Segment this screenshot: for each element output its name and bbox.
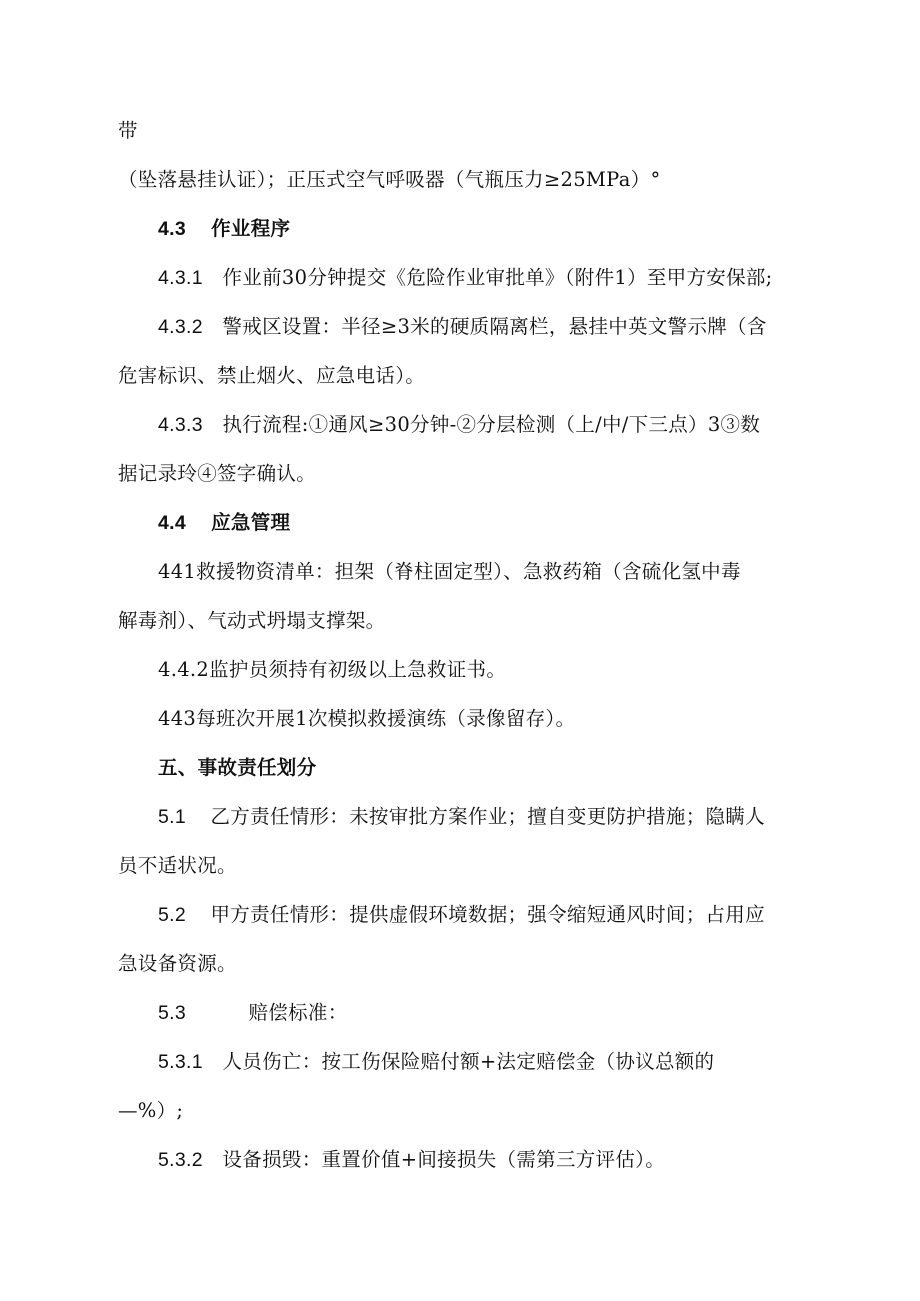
line-text: 解毒剂）、气动式坍塌支撑架。 [118, 609, 386, 632]
clause-text: 441救援物资清单：担架（脊柱固定型）、急救药箱（含硫化氢中毒 [158, 560, 741, 583]
text-line [118, 1098, 183, 1124]
section-title: 作业程序 [211, 217, 291, 240]
clause-number: 5.2 [158, 904, 187, 926]
clause-5-2 [158, 902, 765, 928]
section-number: 4.4 [158, 512, 187, 534]
clause-number: 4.3.2 [158, 316, 203, 338]
text-line [118, 461, 316, 487]
clause-5-3 [158, 1000, 348, 1026]
line-text: 据记录玲④签字确认。 [118, 462, 317, 485]
line-text: （坠落悬挂认证）；正压式空气呼吸器（气瓶压力≥25MPa）° [118, 168, 661, 191]
line-text: 员不适状况。 [118, 854, 237, 877]
text-line [118, 608, 385, 634]
clause-5-1 [158, 804, 765, 830]
clause-text: 甲方责任情形：提供虚假环境数据；强令缩短通风时间；占用应 [210, 903, 765, 926]
chapter-title: 五、事故责任划分 [158, 756, 317, 779]
clause-5-3-2 [158, 1147, 665, 1173]
clause-4-4-1 [158, 559, 741, 585]
section-heading-4-3 [158, 216, 290, 242]
clause-number: 5.3 [158, 1002, 187, 1024]
clause-4-3-3 [158, 412, 760, 438]
clause-number: 4.3.1 [158, 267, 203, 289]
clause-text: 443每班次开展1次模拟救援演练（录像留存）。 [158, 707, 576, 730]
clause-number: 5.1 [158, 806, 187, 828]
clause-4-3-1 [158, 265, 773, 291]
clause-4-4-2 [158, 657, 506, 683]
clause-4-4-3 [158, 706, 575, 732]
clause-text: 设备损毁：重置价值+间接损失（需第三方评估）。 [222, 1148, 665, 1171]
text-line [118, 951, 237, 977]
clause-text: 执行流程:①通风≥30分钟-②分层检测（上/中/下三点）3③数 [222, 413, 761, 436]
clause-text: 乙方责任情形：未按审批方案作业；擅自变更防护措施；隐瞒人 [210, 805, 765, 828]
clause-number: 5.3.2 [158, 1149, 203, 1171]
clause-number: 5.3.1 [158, 1051, 203, 1073]
clause-text: 作业前30分钟提交《危险作业审批单》（附件1）至甲方安保部; [222, 266, 773, 289]
clause-text: 人员伤亡：按工伤保险赔付额+法定赔偿金（协议总额的 [222, 1050, 715, 1073]
section-heading-4-4 [158, 510, 290, 536]
clause-5-3-1 [158, 1049, 714, 1075]
text-line [118, 363, 425, 389]
chapter-heading-5 [158, 755, 316, 781]
section-number: 4.3 [158, 218, 187, 240]
clause-number: 4.3.3 [158, 414, 203, 436]
line-text: —%）; [118, 1099, 184, 1122]
clause-text: 警戒区设置：半径≥3米的硬质隔离栏，悬挂中英文警示牌（含 [222, 315, 767, 338]
line-text: 急设备资源。 [118, 952, 237, 975]
line-text: 危害标识、禁止烟火、应急电话）。 [118, 364, 426, 387]
text-line [118, 853, 237, 879]
line-text: 带 [118, 119, 138, 142]
text-line [118, 118, 138, 144]
section-title: 应急管理 [211, 511, 291, 534]
text-line [118, 167, 661, 193]
clause-text: 4.4.2监护员须持有初级以上急救证书。 [158, 658, 507, 681]
clause-4-3-2 [158, 314, 767, 340]
clause-text: 赔偿标准： [248, 1001, 348, 1024]
